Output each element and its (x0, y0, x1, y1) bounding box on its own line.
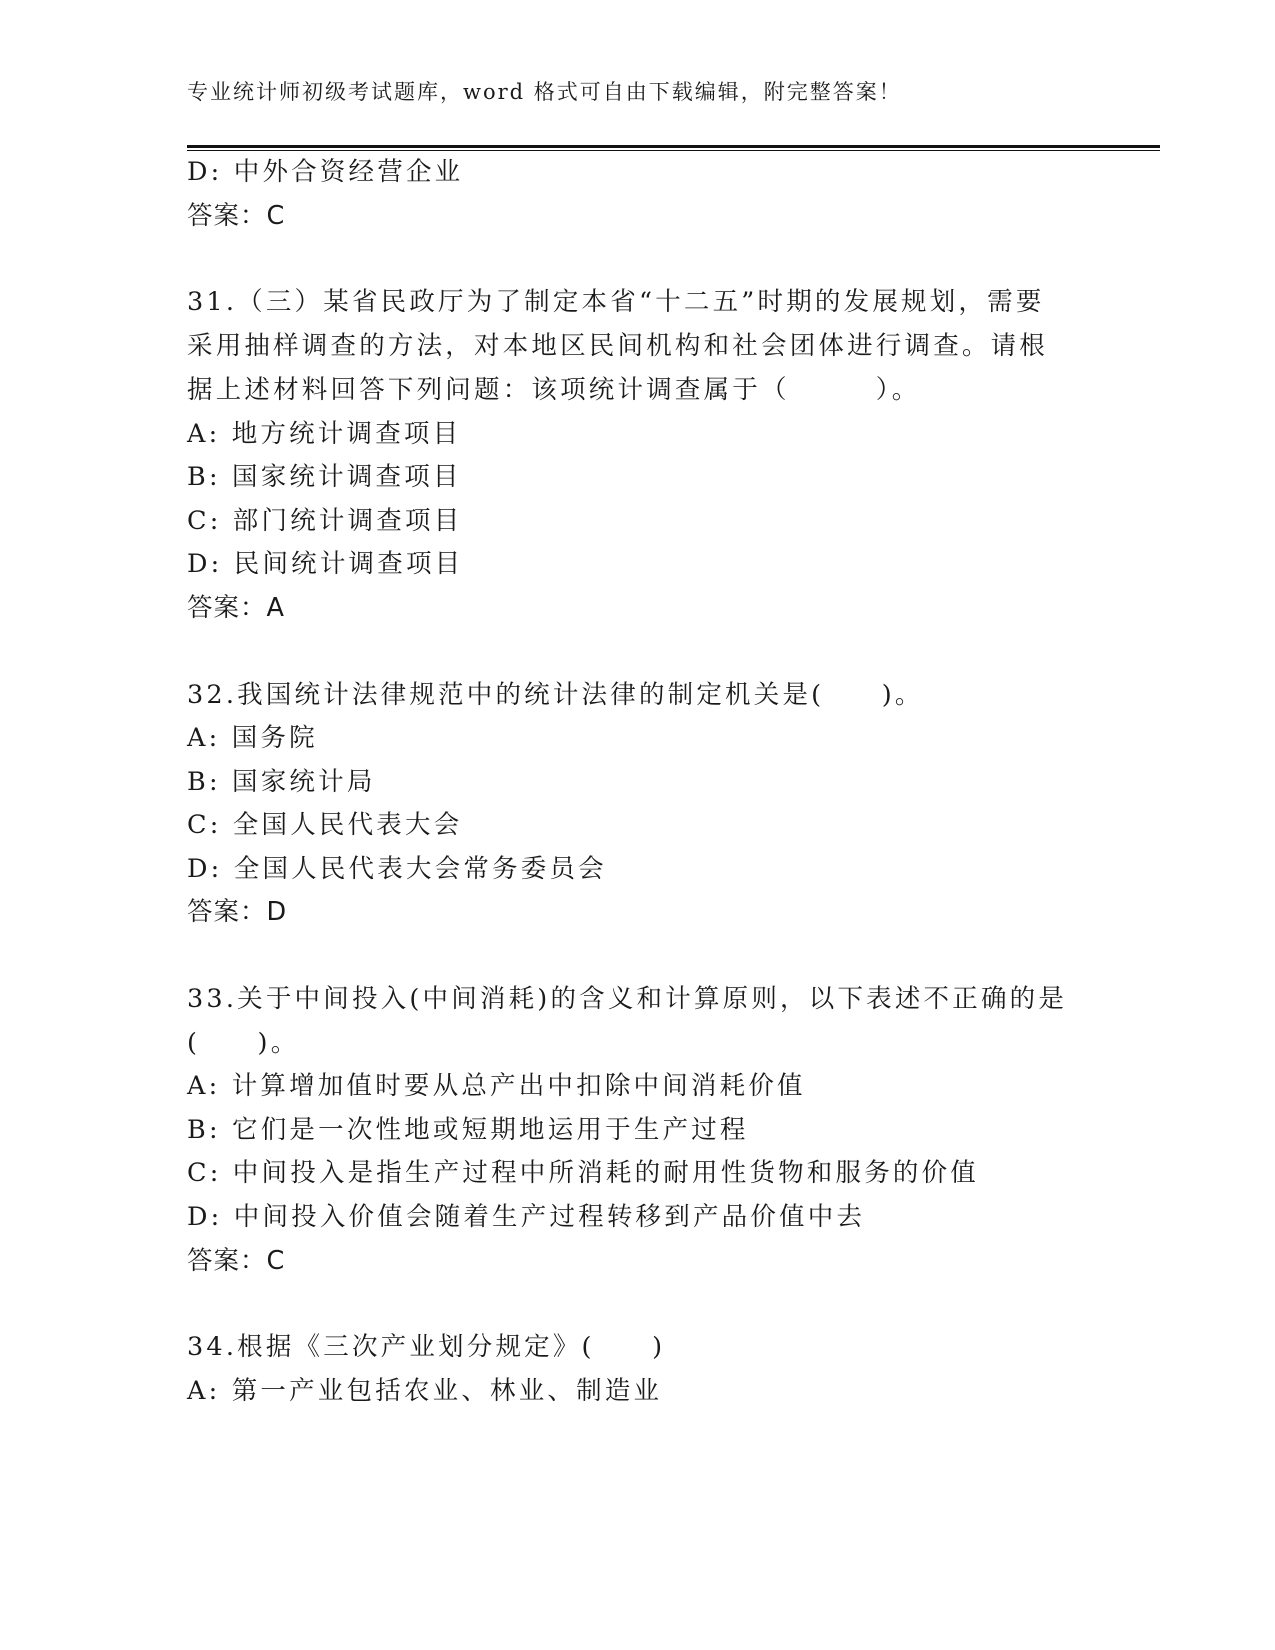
q32-option-b: B: 国家统计局 (187, 767, 376, 797)
q31-stem-line3: 据上述材料回答下列问题：该项统计调查属于（ ）。 (187, 375, 921, 405)
q31-option-d: D: 民间统计调查项目 (187, 549, 464, 579)
q33-option-a: A: 计算增加值时要从总产出中扣除中间消耗价值 (187, 1071, 806, 1101)
q30-answer: 答案：C (187, 201, 286, 231)
q32-option-c: C: 全国人民代表大会 (187, 810, 463, 840)
q30-option-d: D: 中外合资经营企业 (187, 157, 464, 187)
q32-stem: 32.我国统计法律规范中的统计法律的制定机关是( )。 (187, 680, 924, 710)
q33-option-c: C: 中间投入是指生产过程中所消耗的耐用性货物和服务的价值 (187, 1158, 980, 1188)
q32-option-d: D: 全国人民代表大会常务委员会 (187, 854, 607, 884)
q31-stem-line2: 采用抽样调查的方法，对本地区民间机构和社会团体进行调查。请根 (187, 331, 1049, 361)
page-header: 专业统计师初级考试题库，word 格式可自由下载编辑，附完整答案！ (187, 80, 902, 104)
q33-stem-line2: ( )。 (187, 1028, 300, 1058)
q32-option-a: A: 国务院 (187, 723, 318, 753)
q33-option-b: B: 它们是一次性地或短期地运用于生产过程 (187, 1115, 749, 1145)
q33-stem-line1: 33.关于中间投入(中间消耗)的含义和计算原则，以下表述不正确的是 (187, 984, 1068, 1014)
q31-option-a: A: 地方统计调查项目 (187, 419, 462, 449)
q33-answer: 答案：C (187, 1246, 286, 1276)
q34-option-a: A: 第一产业包括农业、林业、制造业 (187, 1376, 663, 1406)
q32-answer: 答案：D (187, 897, 288, 927)
q31-stem-line1: 31.（三）某省民政厅为了制定本省“十二五”时期的发展规划，需要 (187, 287, 1045, 317)
header-divider (187, 145, 1160, 151)
q34-stem: 34.根据《三次产业划分规定》( ) (187, 1332, 666, 1362)
q31-answer: 答案：A (187, 593, 285, 623)
q31-option-c: C: 部门统计调查项目 (187, 506, 463, 536)
q33-option-d: D: 中间投入价值会随着生产过程转移到产品价值中去 (187, 1202, 866, 1232)
q31-option-b: B: 国家统计调查项目 (187, 462, 462, 492)
